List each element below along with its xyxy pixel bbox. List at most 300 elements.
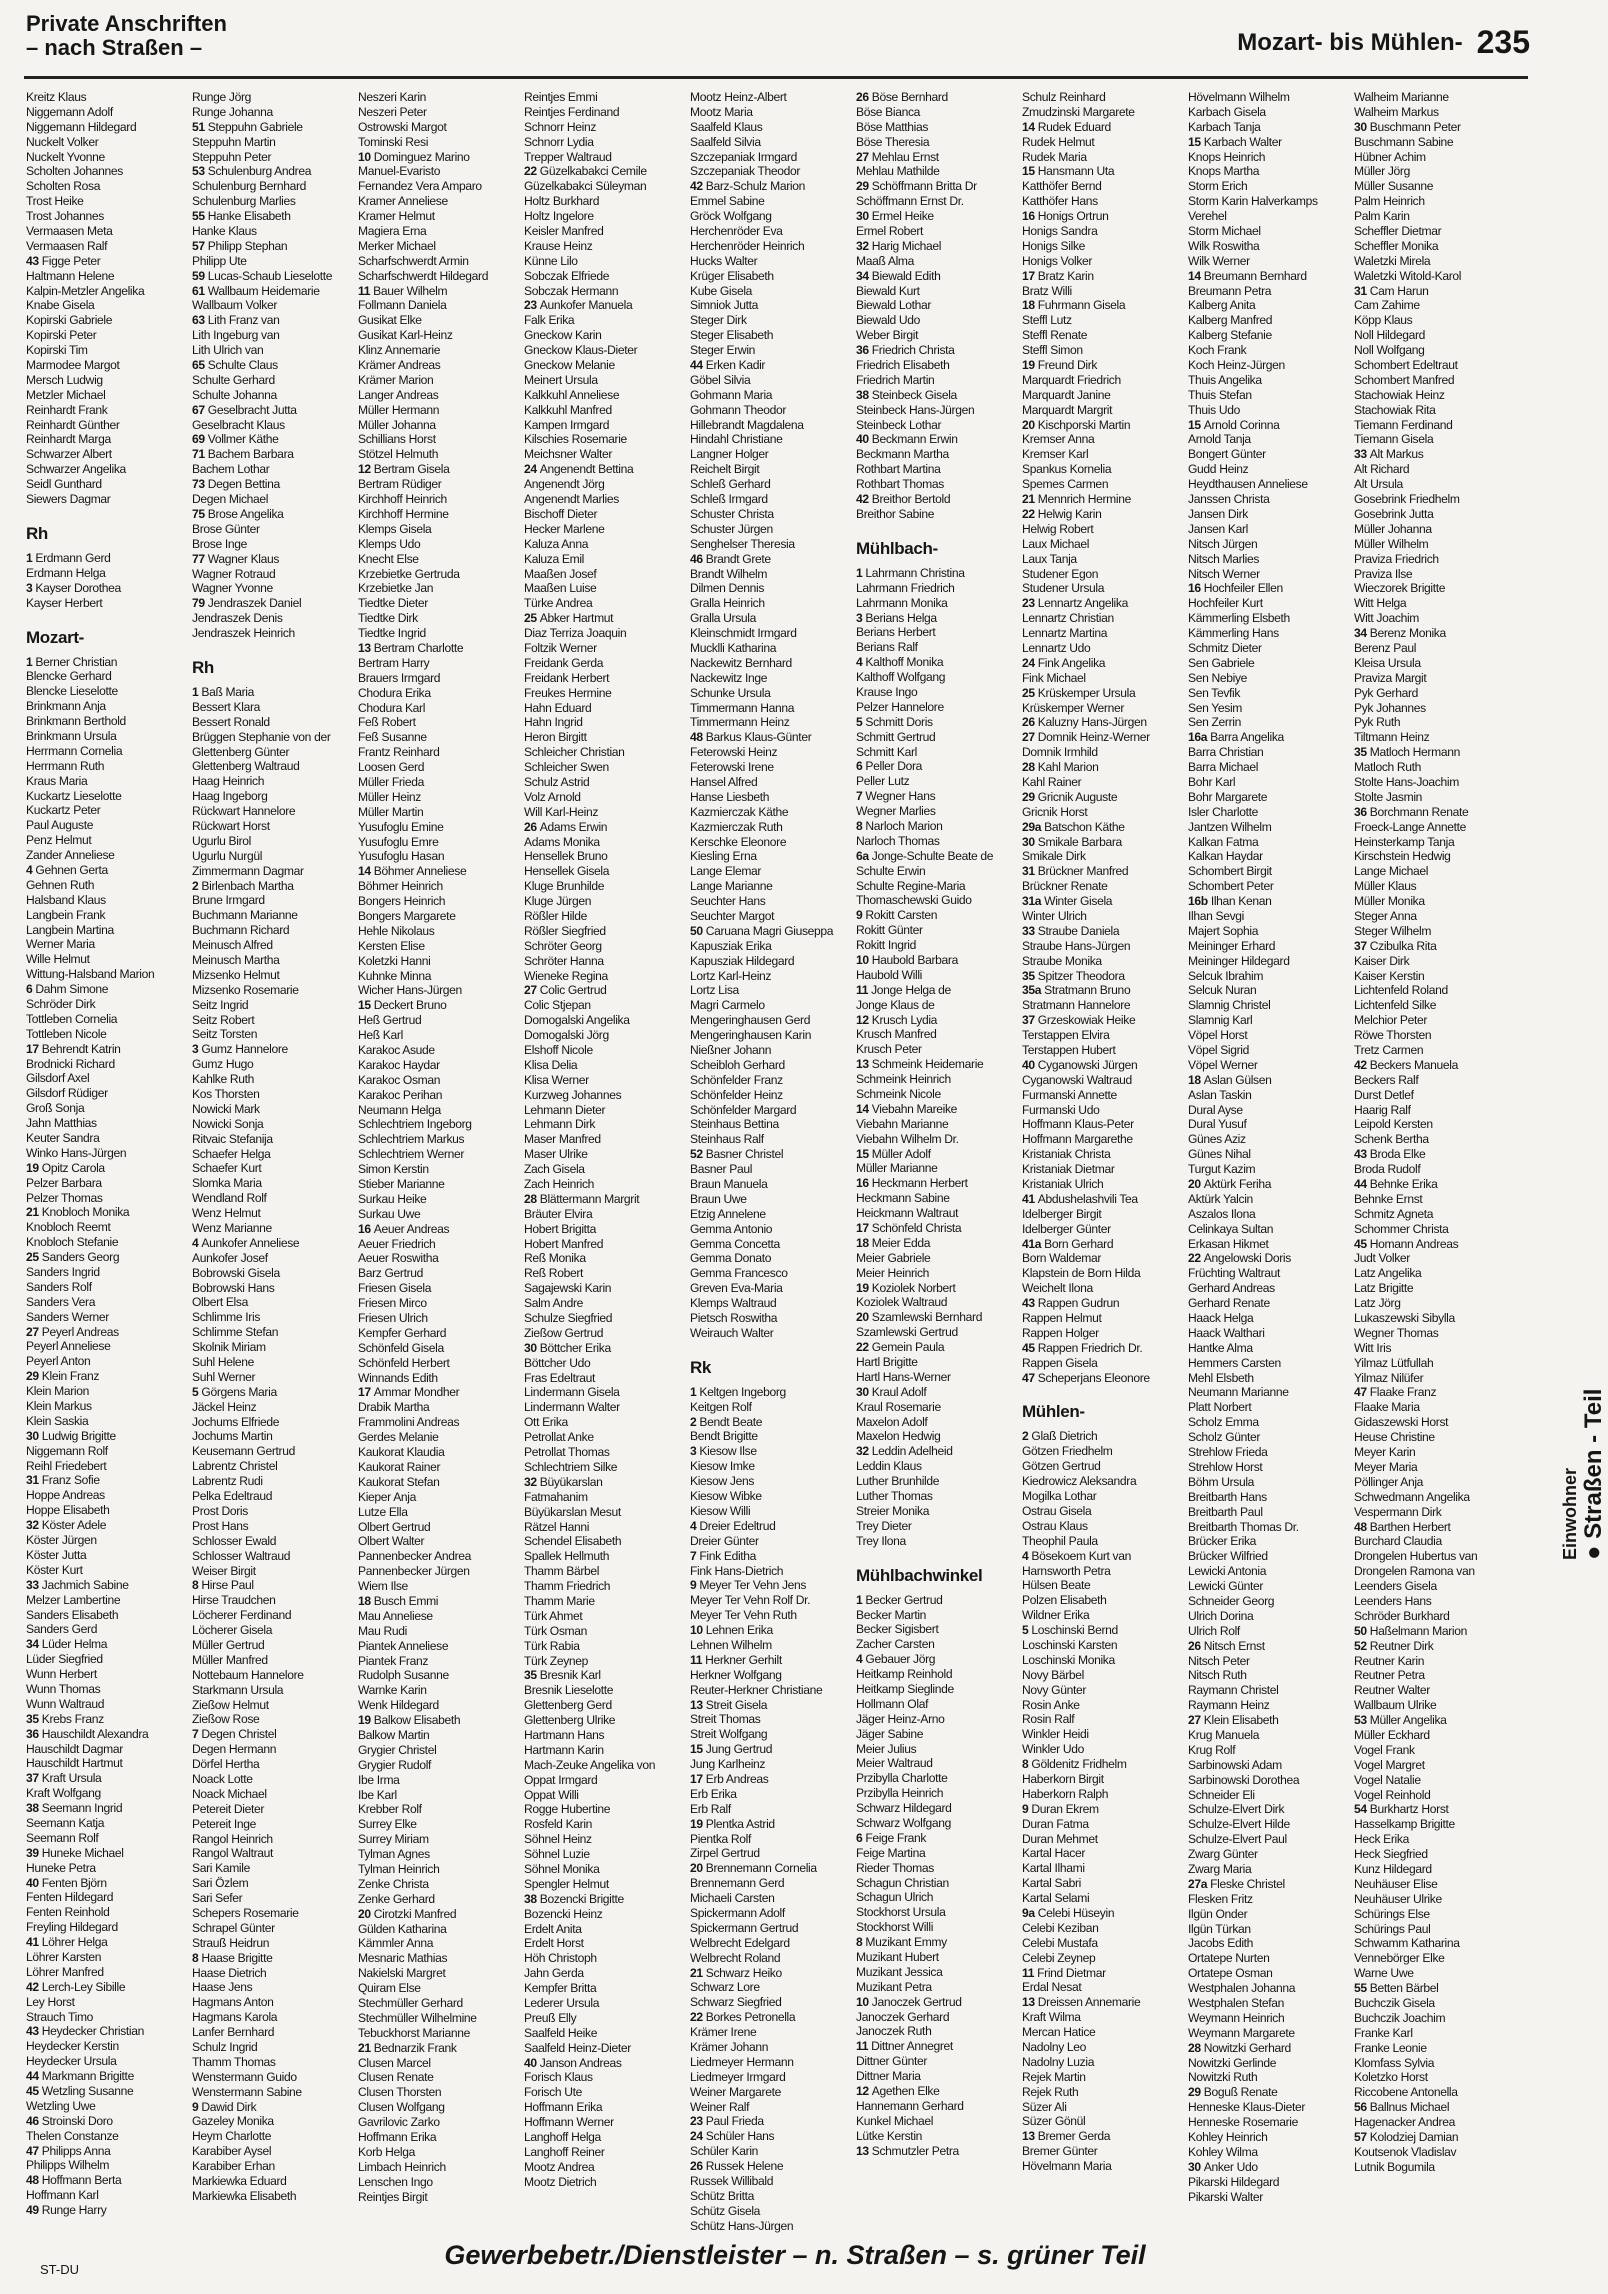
directory-entry: Feß Susanne <box>358 730 427 745</box>
directory-entry: Karakoc Osman <box>358 1072 441 1087</box>
house-number: 45 <box>1354 1236 1370 1251</box>
directory-entry: Götzen Friedhelm <box>1022 1444 1113 1459</box>
directory-entry: Krämer Johann <box>690 2040 769 2054</box>
directory-entry: 42 Lerch-Ley Sibille <box>26 1979 126 1994</box>
directory-entry: Karakoc Haydar <box>358 1057 440 1072</box>
directory-entry: Zwarg Günter <box>1188 1847 1258 1862</box>
directory-entry: Berians Herbert <box>856 625 936 640</box>
directory-entry: Honigs Silke <box>1022 238 1086 253</box>
directory-entry: 42 Beckers Manuela <box>1354 1057 1458 1072</box>
directory-entry: Wilk Roswitha <box>1188 238 1260 253</box>
directory-entry: 22 Borkes Petronella <box>690 2010 796 2025</box>
directory-entry: Lennartz Udo <box>1022 640 1091 655</box>
directory-entry: Weymann Heinrich <box>1188 2010 1285 2025</box>
directory-entry: Hoffmann Klaus-Peter <box>1022 1117 1134 1132</box>
directory-column <box>1188 90 1348 2210</box>
directory-entry: Maxelon Adolf <box>856 1414 928 1429</box>
directory-entry: Schlechtriem Markus <box>358 1132 465 1147</box>
directory-entry: Höh Christoph <box>524 1951 597 1966</box>
directory-entry: Kartal Ilhami <box>1022 1861 1085 1876</box>
directory-entry: Wieneke Regina <box>524 968 608 983</box>
house-number: 59 <box>192 268 208 283</box>
directory-entry: Zießow Rose <box>192 1712 260 1727</box>
directory-entry: 43 Figge Peter <box>26 253 101 268</box>
house-number: 44 <box>26 2069 42 2084</box>
directory-entry: Drongelen Hubertus van <box>1354 1549 1478 1564</box>
directory-entry: Wagner Yvonne <box>192 581 273 596</box>
directory-entry: Bertram Rüdiger <box>358 477 442 492</box>
directory-entry: Scholten Rosa <box>26 179 101 194</box>
directory-entry: Sanders Rolf <box>26 1279 92 1294</box>
directory-entry: Weiner Ralf <box>690 2099 750 2114</box>
directory-entry: Jendraszek Heinrich <box>192 626 295 641</box>
directory-entry: Türk Osman <box>524 1623 588 1638</box>
house-number: 16 <box>358 1221 374 1236</box>
directory-entry: Philipps Wilhelm <box>26 2158 110 2173</box>
directory-entry: Müller Hermann <box>358 402 440 417</box>
directory-entry: Friesen Mirco <box>358 1296 427 1311</box>
directory-entry: Schwarz Hildegard <box>856 1801 952 1816</box>
directory-entry: Thuis Angelika <box>1188 372 1262 387</box>
directory-entry: Jäger Heinz-Arno <box>856 1711 945 1726</box>
house-number: 52 <box>1354 1638 1370 1653</box>
directory-entry: Zenke Gerhard <box>358 1891 435 1906</box>
directory-entry: 45 Rappen Friedrich Dr. <box>1022 1340 1143 1355</box>
directory-entry: Reihl Friedebert <box>26 1458 107 1473</box>
directory-entry: Vespermann Dirk <box>1354 1504 1442 1519</box>
directory-entry: Honigs Sandra <box>1022 224 1098 239</box>
directory-entry: Schwarz Lore <box>690 1980 760 1995</box>
directory-entry: 29 Boguß Renate <box>1188 2085 1278 2100</box>
directory-entry: Storm Karin Halverkamps <box>1188 194 1318 209</box>
directory-entry: 3 Kiesow Ilse <box>690 1444 757 1459</box>
directory-entry: Novy Günter <box>1022 1682 1087 1697</box>
house-number: 16 <box>1022 209 1038 224</box>
directory-entry: Knobloch Stefanie <box>26 1235 119 1250</box>
directory-entry: Lütke Kerstin <box>856 2128 923 2143</box>
directory-entry: Studener Ursula <box>1022 581 1105 596</box>
directory-entry: Lüder Siegfried <box>26 1652 103 1667</box>
directory-entry: Janoczek Gerhard <box>856 2009 950 2024</box>
directory-entry: Kluge Brunhilde <box>524 879 605 894</box>
house-number: 44 <box>1354 1177 1370 1192</box>
directory-entry: Hensellek Gisela <box>524 864 610 879</box>
directory-entry: Kraft Wolfgang <box>26 1786 101 1801</box>
directory-entry: 15 Karbach Walter <box>1188 134 1282 149</box>
directory-entry: Wenz Helmut <box>192 1206 261 1221</box>
directory-entry: Grygier Rudolf <box>358 1757 432 1772</box>
directory-entry: Reutner Petra <box>1354 1668 1425 1683</box>
directory-entry: Laux Michael <box>1022 536 1090 551</box>
directory-entry: Ott Erika <box>524 1415 568 1430</box>
directory-entry: Kristaniak Ulrich <box>1022 1177 1104 1192</box>
directory-entry: Manuel-Evaristo <box>358 164 441 179</box>
directory-entry: Kempfer Gerhard <box>358 1325 447 1340</box>
directory-entry: Schröder Burkhard <box>1354 1608 1450 1623</box>
directory-entry: Söhnel Monika <box>524 1861 600 1876</box>
directory-entry: Hasselkamp Brigitte <box>1354 1817 1455 1832</box>
directory-entry: Tominski Resi <box>358 134 429 149</box>
house-number: 26 <box>690 2159 706 2174</box>
directory-entry: 35 Matloch Hermann <box>1354 745 1460 760</box>
directory-entry: Reintjes Emmi <box>524 90 598 104</box>
directory-entry: 10 Haubold Barbara <box>856 952 958 967</box>
directory-entry: Piantek Anneliese <box>358 1638 449 1653</box>
directory-entry: Haag Heinrich <box>192 774 265 789</box>
house-number: 34 <box>1354 626 1370 641</box>
house-number: 40 <box>856 432 872 447</box>
directory-entry: 9 Dawid Dirk <box>192 2099 257 2114</box>
directory-entry: Langhoff Helga <box>524 2130 601 2145</box>
directory-entry: Göbel Silvia <box>690 372 751 387</box>
directory-entry: Seuchter Hans <box>690 894 766 909</box>
directory-entry: Kämmerling Hans <box>1188 626 1279 641</box>
house-number: 4 <box>1022 1548 1032 1563</box>
directory-entry: Flesken Fritz <box>1188 1891 1253 1906</box>
directory-entry: Muzikant Hubert <box>856 1949 939 1964</box>
directory-entry: Warne Uwe <box>1354 1966 1414 1981</box>
directory-entry: Schepers Rosemarie <box>192 1905 299 1920</box>
house-number: 1 <box>26 550 36 565</box>
directory-entry: Schulze Siegfried <box>524 1311 613 1326</box>
directory-entry: Kiesow Willi <box>690 1503 751 1518</box>
directory-entry: 8 Narloch Marion <box>856 818 943 833</box>
house-number: 6a <box>856 848 872 863</box>
directory-entry: Lennartz Christian <box>1022 611 1114 626</box>
directory-entry: Hagmans Karola <box>192 2010 278 2025</box>
directory-entry: Terstappen Elvira <box>1022 1028 1110 1043</box>
directory-entry: Hindahl Christiane <box>690 432 783 447</box>
directory-entry: Lutze Ella <box>358 1504 408 1519</box>
directory-entry: Buchmann Marianne <box>192 908 298 923</box>
directory-entry: Spengler Helmut <box>524 1876 609 1891</box>
house-number: 42 <box>690 179 706 194</box>
directory-entry: Aeuer Friedrich <box>358 1236 436 1251</box>
directory-entry: Palm Heinrich <box>1354 194 1425 209</box>
directory-entry: Scholten Johannes <box>26 164 123 179</box>
directory-entry: 38 Steinbeck Gisela <box>856 387 957 402</box>
directory-entry: Zimmermann Dagmar <box>192 863 304 878</box>
directory-entry: Schwarz Siegfried <box>690 1995 782 2010</box>
directory-entry: Platt Norbert <box>1188 1400 1252 1415</box>
directory-entry: Katthöfer Hans <box>1022 194 1098 209</box>
directory-entry: Winkler Heidi <box>1022 1727 1089 1742</box>
directory-entry: Feterowski Irene <box>690 760 774 775</box>
directory-entry: Hillebrandt Magdalena <box>690 417 804 432</box>
directory-entry: Thamm Friedrich <box>524 1579 611 1594</box>
directory-entry: Emmel Sabine <box>690 194 765 209</box>
directory-entry: Günes Aziz <box>1188 1132 1246 1147</box>
directory-entry: Werner Maria <box>26 937 95 952</box>
directory-entry: Rudek Helmut <box>1022 134 1095 149</box>
house-number: 4 <box>856 655 866 670</box>
house-number: 14 <box>856 1101 872 1116</box>
directory-entry: Basner Paul <box>690 1162 753 1177</box>
directory-entry: Langbein Martina <box>26 922 114 937</box>
directory-entry: Schenk Bertha <box>1354 1132 1429 1147</box>
directory-entry: Zach Heinrich <box>524 1177 595 1192</box>
house-number: 15 <box>1188 134 1204 149</box>
directory-entry: Fink Hans-Dietrich <box>690 1563 784 1578</box>
directory-entry: Glettenberg Waltraud <box>192 759 300 774</box>
directory-entry: Steger Wilhelm <box>1354 923 1432 938</box>
directory-entry: Haase Jens <box>192 1980 253 1995</box>
directory-entry: Schlechtriem Werner <box>358 1147 465 1162</box>
house-number: 1 <box>26 654 36 669</box>
directory-entry: Sarbinowski Dorothea <box>1188 1772 1300 1787</box>
house-number: 31 <box>26 1473 42 1488</box>
directory-entry: Krämer Andreas <box>358 358 441 373</box>
directory-entry: Müller Gertrud <box>192 1637 265 1652</box>
directory-entry: Krusch Peter <box>856 1042 922 1057</box>
directory-entry: 77 Wagner Klaus <box>192 551 280 566</box>
directory-entry: 1 Baß Maria <box>192 684 255 699</box>
directory-entry: Gidaszewski Horst <box>1354 1415 1449 1430</box>
directory-entry: 46 Stroinski Doro <box>26 2113 113 2128</box>
house-number: 8 <box>856 1935 866 1950</box>
directory-entry: 2 Birlenbach Martha <box>192 878 294 893</box>
directory-entry: Kramer Anneliese <box>358 194 448 209</box>
directory-entry: Rosin Anke <box>1022 1697 1080 1712</box>
directory-entry: Haag Ingeborg <box>192 789 268 804</box>
directory-entry: Müller Heinz <box>358 789 422 804</box>
directory-entry: Quiram Else <box>358 1981 421 1996</box>
directory-entry: Braun Uwe <box>690 1191 747 1206</box>
directory-entry: Wille Helmut <box>26 952 90 967</box>
directory-entry: Hoffmann Werner <box>524 2115 614 2130</box>
house-number: 48 <box>690 730 706 745</box>
directory-entry: Koch Frank <box>1188 343 1247 358</box>
directory-entry: Streit Wolfgang <box>690 1727 768 1742</box>
directory-entry: Schöffmann Ernst Dr. <box>856 194 964 209</box>
house-number: 10 <box>856 1994 872 2009</box>
directory-entry: Neszeri Karin <box>358 90 427 104</box>
directory-entry: Pikarski Walter <box>1188 2189 1263 2204</box>
house-number: 19 <box>856 1280 872 1295</box>
directory-entry: Muzikant Jessica <box>856 1964 943 1979</box>
directory-entry: Steppuhn Peter <box>192 149 272 164</box>
house-number: 8 <box>192 1578 202 1593</box>
directory-entry: Franke Karl <box>1354 2025 1413 2040</box>
directory-entry: Krug Manuela <box>1188 1727 1260 1742</box>
directory-entry: Luther Thomas <box>856 1489 933 1504</box>
directory-entry: 4 Gebauer Jörg <box>856 1652 936 1667</box>
directory-entry: 10 Lehnen Erika <box>690 1623 773 1638</box>
directory-entry: Gralla Heinrich <box>690 596 765 611</box>
directory-entry: 26 Kaluzny Hans-Jürgen <box>1022 715 1147 730</box>
house-number: 61 <box>192 283 208 298</box>
directory-entry: Krusch Manfred <box>856 1027 937 1042</box>
directory-entry: 16 Heckmann Herbert <box>856 1176 968 1191</box>
directory-entry: Klinz Annemarie <box>358 343 441 358</box>
directory-entry: 12 Agethen Elke <box>856 2084 940 2098</box>
house-number: 55 <box>192 209 208 224</box>
directory-entry: Krause Ingo <box>856 684 918 699</box>
directory-entry: 17 Bratz Karin <box>1022 268 1094 283</box>
directory-entry: Lehmann Dirk <box>524 1117 596 1132</box>
header-title: Private Anschriften <box>26 11 227 36</box>
directory-entry: Prost Doris <box>192 1503 248 1518</box>
house-number: 67 <box>192 402 208 417</box>
house-number: 79 <box>192 596 208 611</box>
directory-entry: Alt Richard <box>1354 462 1410 477</box>
house-number: 2 <box>690 1414 700 1429</box>
directory-entry: Beckers Ralf <box>1354 1072 1419 1087</box>
directory-entry: Krüger Elisabeth <box>690 268 774 283</box>
house-number: 51 <box>192 119 208 134</box>
directory-entry: Jonge Klaus de <box>856 997 935 1012</box>
directory-entry: 9 Rokitt Carsten <box>856 908 938 923</box>
directory-entry: Majert Sophia <box>1188 923 1259 938</box>
directory-entry: Müller Frieda <box>358 774 425 789</box>
house-number: 28 <box>524 1191 540 1206</box>
directory-entry: Thomaschewski Guido <box>856 893 972 908</box>
house-number: 30 <box>1022 834 1038 849</box>
directory-entry: Weirauch Walter <box>690 1325 774 1340</box>
directory-entry: Breitbarth Hans <box>1188 1489 1267 1504</box>
house-number: 32 <box>856 238 872 253</box>
directory-entry: Lahrmann Friedrich <box>856 580 955 595</box>
directory-entry: Steger Anna <box>1354 908 1417 923</box>
directory-entry: Meier Gabriele <box>856 1250 931 1265</box>
directory-entry: 34 Lüder Helma <box>26 1637 108 1652</box>
house-number: 11 <box>856 982 872 997</box>
directory-entry: Steger Erwin <box>690 343 756 358</box>
directory-entry: Schulte Erwin <box>856 863 926 878</box>
directory-entry: Michaeli Carsten <box>690 1891 775 1906</box>
directory-entry: Hoppe Elisabeth <box>26 1503 110 1518</box>
directory-entry: Hauschildt Dagmar <box>26 1741 123 1756</box>
house-number: 13 <box>358 640 374 655</box>
directory-entry: Nowitzki Ruth <box>1188 2070 1258 2085</box>
house-number: 21 <box>690 1965 706 1980</box>
directory-entry: Kuckartz Lieselotte <box>26 788 122 803</box>
house-number: 48 <box>26 2173 42 2188</box>
directory-entry: Katthöfer Bernd <box>1022 179 1102 194</box>
directory-entry: Sanders Vera <box>26 1294 96 1309</box>
directory-entry: 40 Beckmann Erwin <box>856 432 958 447</box>
directory-entry: Heck Erika <box>1354 1832 1409 1847</box>
directory-entry: Tiemann Ferdinand <box>1354 417 1453 432</box>
house-number: 4 <box>192 1235 202 1250</box>
directory-entry: 65 Schulte Claus <box>192 358 278 373</box>
directory-entry: Freyling Hildegard <box>26 1920 118 1935</box>
directory-entry: Hoffmann Karl <box>26 2188 99 2203</box>
directory-entry: Löhrer Manfred <box>26 1964 104 1979</box>
directory-entry: 20 Aktürk Feriha <box>1188 1177 1272 1192</box>
directory-entry: Rößler Siegfried <box>524 923 606 938</box>
directory-entry: 38 Bozencki Brigitte <box>524 1891 624 1906</box>
directory-entry: Blencke Gerhard <box>26 669 112 684</box>
directory-entry: 1 Becker Gertrud <box>856 1592 943 1607</box>
house-number: 75 <box>192 506 208 521</box>
house-number: 25 <box>524 611 540 626</box>
directory-entry: Magri Carmelo <box>690 998 765 1013</box>
directory-entry: 48 Hoffmann Berta <box>26 2173 122 2188</box>
house-number: 27a <box>1188 1876 1211 1891</box>
house-number: 77 <box>192 551 208 566</box>
house-number: 9 <box>690 1578 700 1593</box>
house-number: 14 <box>358 864 374 879</box>
directory-entry: Burchard Claudia <box>1354 1534 1442 1549</box>
directory-entry: Marquardt Margrit <box>1022 402 1113 417</box>
directory-entry: 23 Aunkofer Manuela <box>524 298 633 313</box>
directory-entry: Feß Robert <box>358 715 416 730</box>
directory-entry: Stachowiak Rita <box>1354 402 1436 417</box>
directory-entry: 21 Schwarz Heiko <box>690 1965 782 1980</box>
directory-entry: Steinhaus Ralf <box>690 1132 764 1147</box>
directory-entry: Schönfeld Gisela <box>358 1340 444 1355</box>
directory-entry: Böse Bianca <box>856 104 921 119</box>
directory-entry: Forisch Ute <box>524 2085 582 2100</box>
house-number: 16b <box>1188 894 1211 909</box>
house-number: 23 <box>1022 596 1038 611</box>
directory-entry: Schwarzer Angelika <box>26 462 126 477</box>
directory-entry: Barz Gertrud <box>358 1266 424 1281</box>
directory-entry: 8 Hirse Paul <box>192 1578 254 1593</box>
directory-entry: Rothbart Martina <box>856 462 941 477</box>
spacer <box>26 611 186 619</box>
directory-entry: Karakoc Perihan <box>358 1087 443 1102</box>
directory-entry: Broda Rudolf <box>1354 1162 1421 1177</box>
directory-entry: Gerhard Renate <box>1188 1296 1270 1311</box>
directory-entry: Seitz Torsten <box>192 1027 258 1042</box>
directory-entry: Heß Gertrud <box>358 1013 422 1028</box>
directory-entry: Spankus Kornelia <box>1022 462 1112 477</box>
directory-entry: Reß Monika <box>524 1251 586 1266</box>
directory-entry: Mizsenko Helmut <box>192 967 280 982</box>
house-number: 16 <box>856 1176 872 1191</box>
directory-entry: Götzen Gertrud <box>1022 1459 1101 1474</box>
directory-entry: 25 Krüskemper Ursula <box>1022 685 1136 700</box>
directory-entry: Erdelt Anita <box>524 1921 582 1936</box>
directory-entry: Szczepaniak Theodor <box>690 164 801 179</box>
house-number: 14 <box>1188 268 1204 283</box>
directory-entry: Wegner Thomas <box>1354 1325 1439 1340</box>
directory-entry: 47 Flaake Franz <box>1354 1385 1437 1400</box>
directory-entry: Karabiber Aysel <box>192 2144 272 2159</box>
directory-entry: Meyer Karin <box>1354 1445 1416 1460</box>
directory-entry: Russek Willibald <box>690 2174 774 2189</box>
directory-entry: 10 Dominguez Marino <box>358 149 470 164</box>
directory-entry: Kaiser Kerstin <box>1354 968 1425 983</box>
house-number: 6 <box>26 982 36 997</box>
directory-entry: Rückwart Horst <box>192 818 270 833</box>
directory-entry: 43 Heydecker Christian <box>26 2024 145 2039</box>
directory-entry: Schleß Irmgard <box>690 492 768 507</box>
directory-entry: Zmudzinski Margarete <box>1022 104 1135 119</box>
directory-entry: Ostrowski Margot <box>358 119 447 134</box>
directory-entry: 19 Plentka Astrid <box>690 1816 775 1831</box>
directory-entry: 4 Gehnen Gerta <box>26 862 108 877</box>
directory-entry: Bendt Brigitte <box>690 1429 758 1444</box>
directory-entry: Schagun Christian <box>856 1875 949 1890</box>
directory-entry: Tiemann Gisela <box>1354 432 1434 447</box>
directory-entry: Seidl Gunthard <box>26 477 102 492</box>
directory-entry: Strehlow Horst <box>1188 1459 1263 1474</box>
directory-entry: Thamm Bärbel <box>524 1564 600 1579</box>
house-number: 17 <box>856 1221 872 1236</box>
directory-entry: Gralla Ursula <box>690 611 757 626</box>
directory-entry: 11 Bauer Wilhelm <box>358 283 448 298</box>
directory-entry: Born Waldemar <box>1022 1251 1102 1266</box>
directory-entry: 27 Klein Elisabeth <box>1188 1713 1279 1728</box>
directory-entry: Zießow Helmut <box>192 1697 269 1712</box>
directory-entry: Celebi Keziban <box>1022 1920 1099 1935</box>
house-number: 37 <box>1354 938 1370 953</box>
directory-entry: Vermaasen Ralf <box>26 238 108 253</box>
directory-entry: Witt Helga <box>1354 596 1407 611</box>
